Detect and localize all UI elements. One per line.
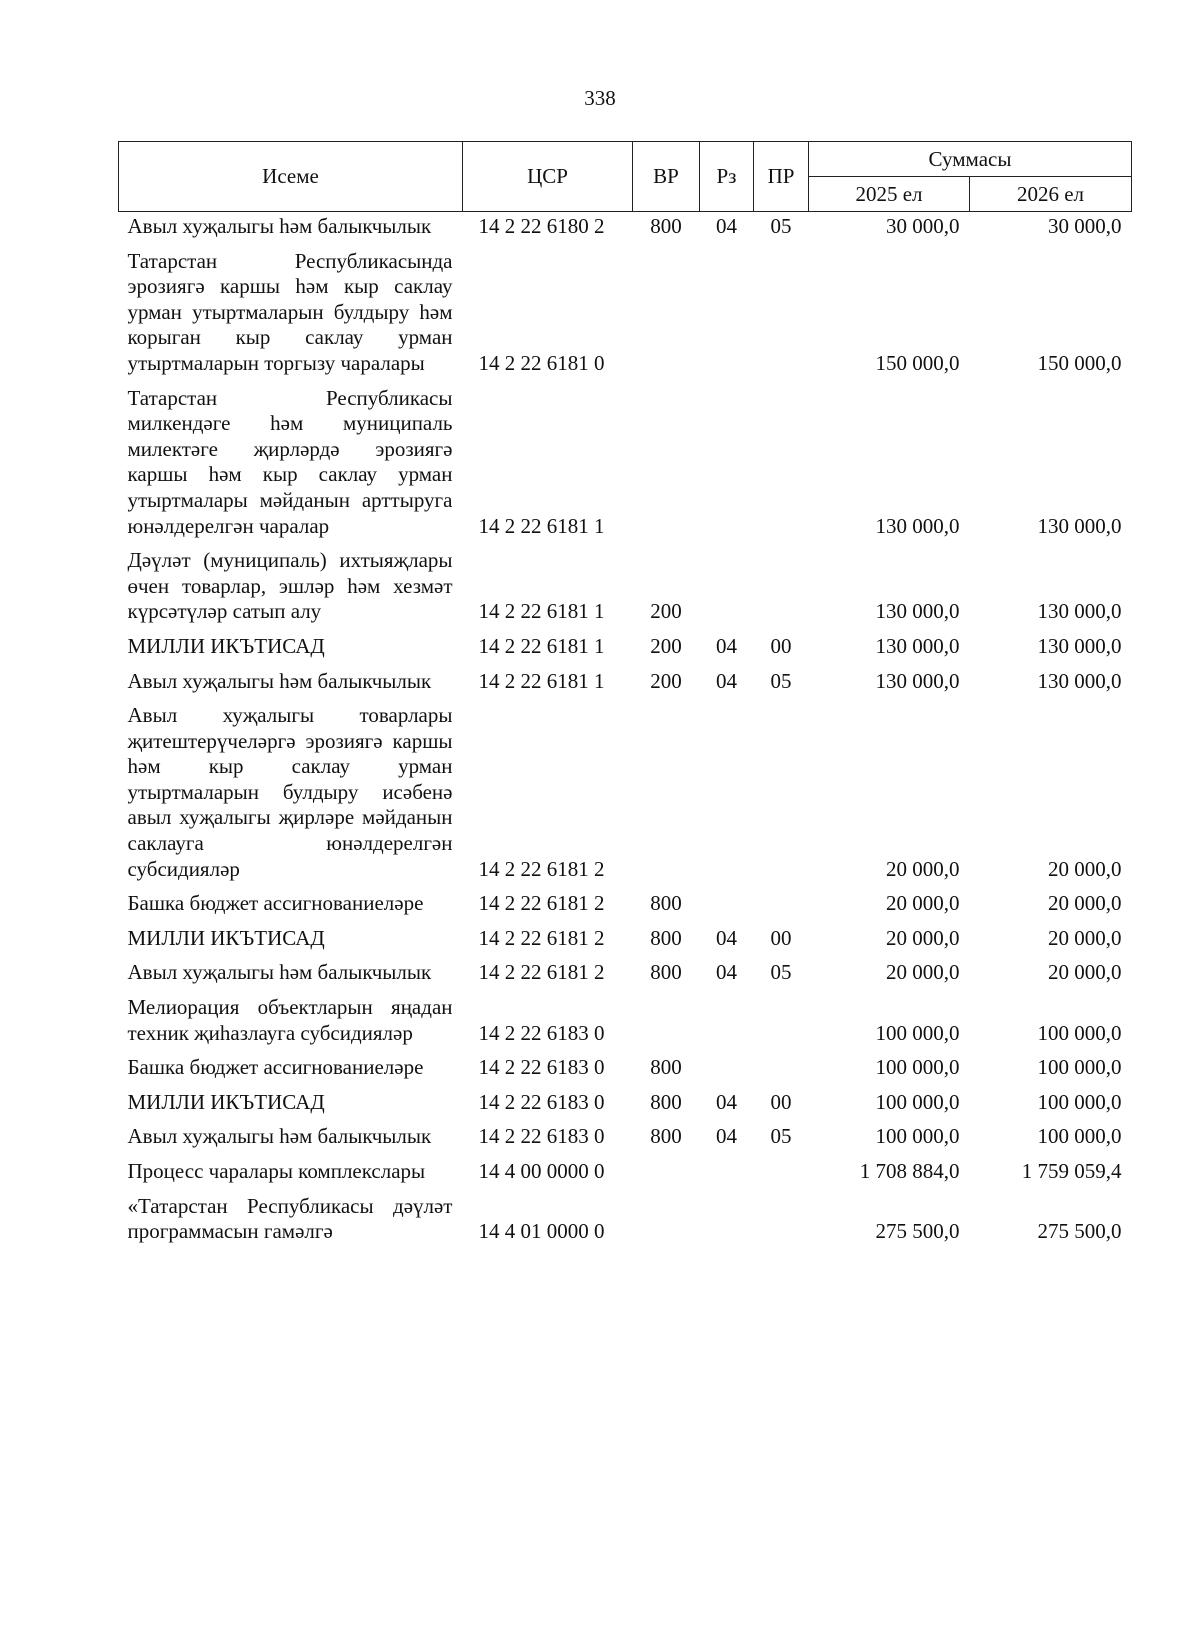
cell-rz [700, 1046, 754, 1081]
cell-sum-2025: 100 000,0 [875, 1089, 960, 1114]
cell-sum-2025: 100 000,0 [875, 1020, 960, 1045]
cell-pr: 05 [770, 1124, 792, 1149]
cell-sum-2026: 130 000,0 [1037, 513, 1122, 538]
table-row [119, 1115, 1132, 1150]
cell-csr: 14 2 22 6181 1 [478, 668, 605, 693]
table-row [119, 377, 1132, 540]
cell-vr [633, 694, 700, 882]
cell-csr: 14 4 01 0000 0 [478, 1219, 605, 1244]
cell-rz: 04 [716, 668, 737, 693]
cell-vr: 800 [650, 925, 682, 950]
cell-sum-2025: 100 000,0 [875, 1124, 960, 1149]
cell-vr: 800 [650, 891, 682, 916]
table-row [119, 539, 1132, 625]
table-row [119, 694, 1132, 882]
cell-name: Авыл хуҗалыгы һәм балыкчылык [127, 1124, 432, 1149]
cell-name: «Татарстан Республикасы дәүләт программасын гамәлгә [127, 1193, 453, 1244]
table-row [119, 660, 1132, 695]
cell-vr: 800 [650, 1124, 682, 1149]
table-row [119, 882, 1132, 917]
cell-rz: 04 [716, 960, 737, 985]
cell-pr [754, 240, 809, 377]
header-rz: Рз [700, 142, 754, 212]
cell-sum-2026: 100 000,0 [1037, 1124, 1122, 1149]
cell-vr: 800 [650, 214, 682, 238]
cell-csr: 14 2 22 6181 2 [478, 891, 605, 916]
table-body [119, 212, 1132, 1245]
cell-name: Мелиорация объектларын яңадан техник җиһазлауга субсидияләр [127, 995, 453, 1045]
cell-sum-2026: 150 000,0 [1037, 350, 1122, 375]
cell-name: Дәүләт (муниципаль) ихтыяҗлары өчен товарлар, эшләр һәм хезмәт күрсәтүләр сатып алу [127, 548, 453, 624]
cell-vr: 200 [650, 668, 682, 693]
header-year-2026: 2026 ел [970, 177, 1132, 212]
cell-sum-2026: 100 000,0 [1037, 1089, 1122, 1114]
table-row [119, 986, 1132, 1046]
cell-sum-2026: 100 000,0 [1037, 1020, 1122, 1045]
cell-rz: 04 [716, 925, 737, 950]
table-row [119, 1046, 1132, 1081]
cell-sum-2025: 20 000,0 [886, 856, 960, 881]
cell-name: Авыл хуҗалыгы товарлары җитештерүчеләргә эрозиягә каршы һәм кыр саклау урман утыртмаларын булдыру исәбенә авыл хуҗалыгы җирләре мәйданын саклауга юнәлдерелгән субсидияләр [127, 703, 453, 881]
cell-sum-2026: 130 000,0 [1037, 668, 1122, 693]
cell-rz: 04 [716, 633, 737, 658]
budget-table [118, 141, 1132, 1245]
cell-csr: 14 2 22 6183 0 [478, 1089, 605, 1114]
cell-rz [700, 882, 754, 917]
cell-sum-2025: 1 708 884,0 [859, 1159, 960, 1183]
table-row [119, 1185, 1132, 1245]
cell-pr: 05 [770, 668, 792, 693]
cell-sum-2026: 275 500,0 [1037, 1219, 1122, 1244]
cell-rz [700, 986, 754, 1046]
cell-sum-2025: 20 000,0 [886, 925, 960, 950]
cell-pr: 05 [770, 214, 792, 238]
cell-rz: 04 [716, 214, 737, 238]
table-row [119, 951, 1132, 986]
cell-vr: 200 [650, 599, 682, 624]
table-row [119, 240, 1132, 377]
cell-rz: 04 [716, 1124, 737, 1149]
cell-vr [633, 986, 700, 1046]
cell-csr: 14 2 22 6181 1 [478, 599, 605, 624]
cell-sum-2025: 30 000,0 [886, 214, 960, 238]
cell-sum-2025: 275 500,0 [875, 1219, 960, 1244]
cell-vr [633, 240, 700, 377]
header-sums: Суммасы [809, 142, 1132, 177]
cell-name: Процесс чаралары комплекслары [127, 1159, 426, 1183]
cell-pr [754, 1185, 809, 1245]
cell-pr: 00 [770, 925, 792, 950]
cell-vr: 800 [650, 1089, 682, 1114]
header-pr: ПР [754, 142, 809, 212]
cell-rz [700, 1150, 754, 1185]
cell-rz [700, 539, 754, 625]
cell-name: Авыл хуҗалыгы һәм балыкчылык [127, 214, 432, 238]
cell-pr [754, 986, 809, 1046]
table-header [119, 142, 1132, 212]
cell-pr [754, 1150, 809, 1185]
cell-csr: 14 4 00 0000 0 [478, 1159, 605, 1183]
cell-csr: 14 2 22 6183 0 [478, 1124, 605, 1149]
cell-vr: 800 [650, 960, 682, 985]
cell-sum-2026: 130 000,0 [1037, 633, 1122, 658]
cell-vr [633, 377, 700, 540]
cell-vr [633, 1150, 700, 1185]
cell-csr: 14 2 22 6181 2 [478, 960, 605, 985]
cell-sum-2025: 130 000,0 [875, 633, 960, 658]
cell-sum-2025: 20 000,0 [886, 891, 960, 916]
cell-csr: 14 2 22 6181 0 [478, 350, 605, 375]
table-row [119, 212, 1132, 240]
cell-sum-2026: 20 000,0 [1048, 925, 1122, 950]
page-number: 338 [584, 86, 616, 110]
cell-pr [754, 377, 809, 540]
cell-csr: 14 2 22 6183 0 [478, 1020, 605, 1045]
cell-vr: 200 [650, 633, 682, 658]
cell-name: Татарстан Республикасы милкендәге һәм муниципаль милектәге җирләрдә эрозиягә каршы һәм кыр саклау урман утыртмалары мәйданын арттыруга юнәлдерелгән чаралар [127, 385, 453, 538]
cell-sum-2025: 130 000,0 [875, 668, 960, 693]
cell-sum-2025: 130 000,0 [875, 513, 960, 538]
cell-csr: 14 2 22 6181 1 [478, 633, 605, 658]
cell-sum-2026: 20 000,0 [1048, 960, 1122, 985]
cell-name: Авыл хуҗалыгы һәм балыкчылык [127, 960, 432, 985]
cell-sum-2026: 20 000,0 [1048, 891, 1122, 916]
header-csr: ЦСР [463, 142, 633, 212]
table-row [119, 625, 1132, 660]
table-row [119, 1150, 1132, 1185]
cell-csr: 14 2 22 6180 2 [478, 214, 605, 238]
cell-sum-2026: 30 000,0 [1048, 214, 1122, 238]
cell-sum-2025: 100 000,0 [875, 1055, 960, 1080]
cell-pr [754, 1046, 809, 1081]
header-vr: ВР [633, 142, 700, 212]
cell-pr [754, 694, 809, 882]
cell-pr [754, 539, 809, 625]
table-row [119, 1081, 1132, 1116]
cell-vr [633, 1185, 700, 1245]
cell-vr: 800 [650, 1055, 682, 1080]
cell-csr: 14 2 22 6181 2 [478, 856, 605, 881]
cell-name: МИЛЛИ ИКЪТИСАД [127, 633, 325, 658]
cell-rz [700, 240, 754, 377]
cell-sum-2026: 130 000,0 [1037, 599, 1122, 624]
cell-name: Авыл хуҗалыгы һәм балыкчылык [127, 668, 432, 693]
cell-rz: 04 [716, 1089, 737, 1114]
cell-pr: 05 [770, 960, 792, 985]
cell-csr: 14 2 22 6183 0 [478, 1055, 605, 1080]
cell-rz [700, 1185, 754, 1245]
cell-sum-2025: 150 000,0 [875, 350, 960, 375]
cell-csr: 14 2 22 6181 1 [478, 513, 605, 538]
cell-rz [700, 694, 754, 882]
cell-pr [754, 882, 809, 917]
cell-name: МИЛЛИ ИКЪТИСАД [127, 1089, 325, 1114]
cell-sum-2025: 130 000,0 [875, 599, 960, 624]
cell-sum-2025: 20 000,0 [886, 960, 960, 985]
cell-sum-2026: 1 759 059,4 [1021, 1159, 1122, 1183]
cell-pr: 00 [770, 633, 792, 658]
cell-name: Татарстан Республикасында эрозиягә каршы һәм кыр саклау урман утыртмаларын булдыру һәм корыган кыр саклау урман утыртмаларын торгызу чаралары [127, 248, 453, 375]
cell-rz [700, 377, 754, 540]
cell-name: Башка бюджет ассигнованиеләре [127, 891, 424, 916]
table-row [119, 917, 1132, 952]
cell-pr: 00 [770, 1089, 792, 1114]
cell-name: МИЛЛИ ИКЪТИСАД [127, 925, 325, 950]
header-year-2025: 2025 ел [809, 177, 970, 212]
cell-sum-2026: 100 000,0 [1037, 1055, 1122, 1080]
cell-csr: 14 2 22 6181 2 [478, 925, 605, 950]
header-name: Исеме [119, 142, 463, 212]
cell-name: Башка бюджет ассигнованиеләре [127, 1055, 424, 1080]
cell-sum-2026: 20 000,0 [1048, 856, 1122, 881]
